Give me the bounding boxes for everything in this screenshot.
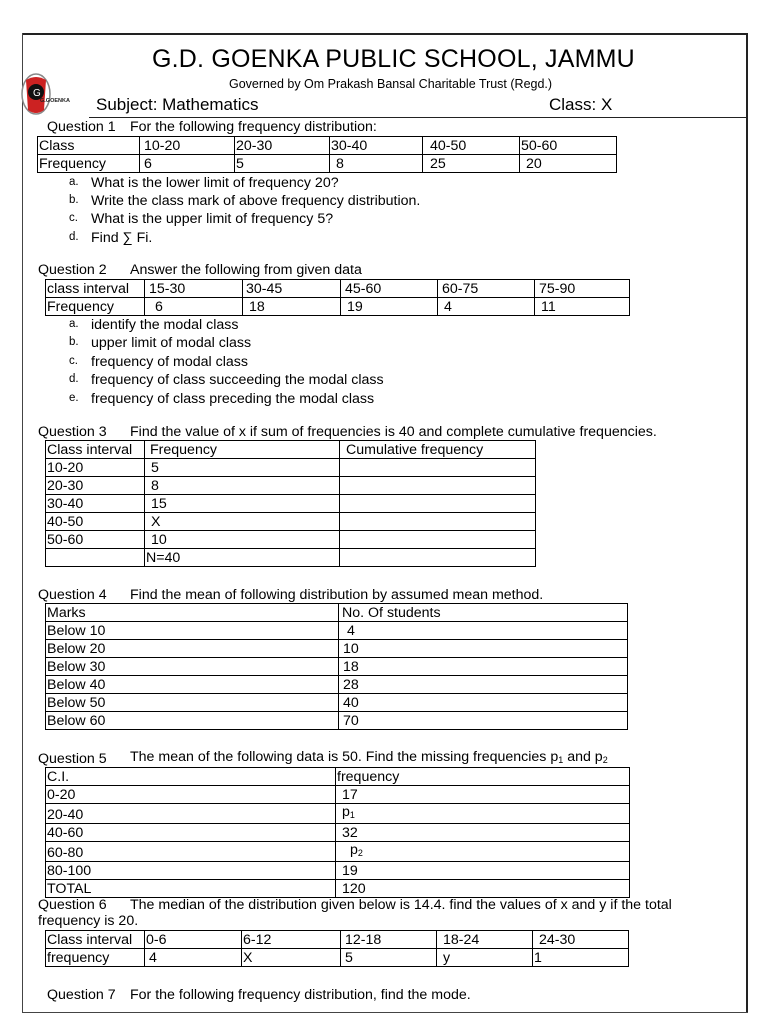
- table-cell: 15-30: [145, 280, 243, 298]
- q4-label: Question 4: [38, 587, 107, 603]
- table-cell: Frequency: [145, 441, 340, 459]
- table-cell: 20-30: [46, 477, 145, 495]
- q4-table: [45, 603, 628, 730]
- table-cell: 40-50: [46, 513, 145, 531]
- table-row: [46, 862, 630, 880]
- page-border-top: [22, 33, 748, 35]
- table-row: [46, 880, 630, 898]
- table-cell: 70: [339, 712, 628, 730]
- q1-text: For the following frequency distribution:: [130, 119, 377, 135]
- table-row: [46, 949, 629, 967]
- table-cell: 20: [520, 155, 617, 173]
- table-cell: Below 20: [46, 640, 339, 658]
- table-cell: [340, 495, 536, 513]
- table-cell: 50-60: [46, 531, 145, 549]
- table-cell: 0-20: [46, 786, 336, 804]
- governed-by: Governed by Om Prakash Bansal Charitable Trust (Regd.): [229, 77, 553, 91]
- table-row: [46, 531, 536, 549]
- table-cell: 10: [339, 640, 628, 658]
- table-cell: 40: [339, 694, 628, 712]
- table-cell: 4: [438, 298, 535, 316]
- table-cell: frequency: [336, 768, 630, 786]
- school-logo-icon: [14, 70, 74, 118]
- q2-table: [45, 279, 630, 316]
- q6-text-cont: frequency is 20.: [38, 913, 139, 929]
- table-cell: [340, 513, 536, 531]
- table-row: [46, 842, 630, 862]
- q5-text: The mean of the following data is 50. Find the missing frequencies $p_1$ and $p_2$: [130, 749, 608, 765]
- table-row: [46, 298, 630, 316]
- table-cell: 40-60: [46, 824, 336, 842]
- table-cell: 1: [533, 949, 629, 967]
- table-row: [46, 549, 536, 567]
- table-cell: 60-80: [46, 842, 336, 862]
- table-row: [46, 694, 628, 712]
- table-row: [46, 804, 630, 824]
- table-cell: Below 50: [46, 694, 339, 712]
- table-cell: 30-45: [243, 280, 341, 298]
- table-cell: 11: [535, 298, 630, 316]
- table-cell: 30-40: [330, 137, 423, 155]
- table-cell: Class interval: [46, 441, 145, 459]
- table-cell: 5: [341, 949, 437, 967]
- page-border-right: [746, 33, 748, 1013]
- table-cell: Class interval: [46, 931, 145, 949]
- page-border-bottom: [22, 1012, 748, 1013]
- table-cell: X: [145, 513, 340, 531]
- table-cell: Below 30: [46, 658, 339, 676]
- table-cell: [46, 549, 145, 567]
- table-cell: [340, 477, 536, 495]
- table-cell: 8: [145, 477, 340, 495]
- table-cell: $p_1$: [336, 804, 630, 824]
- table-cell: 5: [145, 459, 340, 477]
- q2-text: Answer the following from given data: [130, 262, 362, 278]
- table-cell: [340, 459, 536, 477]
- table-cell: Below 10: [46, 622, 339, 640]
- table-cell: No. Of students: [339, 604, 628, 622]
- table-cell: 0-6: [145, 931, 242, 949]
- table-cell: 8: [330, 155, 423, 173]
- table-cell: 15: [145, 495, 340, 513]
- svg-text:G: G: [33, 88, 41, 99]
- q7-label: Question 7: [47, 987, 116, 1003]
- q6-text: The median of the distribution given below is 14.4. find the values of x and y if the total: [130, 897, 672, 913]
- table-cell: Frequency: [46, 298, 145, 316]
- table-cell: 25: [423, 155, 520, 173]
- table-cell: TOTAL: [46, 880, 336, 898]
- table-cell: 10-20: [140, 137, 235, 155]
- table-cell: $p_2$: [336, 842, 630, 862]
- table-cell: 4: [145, 949, 242, 967]
- table-cell: 20-40: [46, 804, 336, 824]
- table-cell: Cumulative frequency: [340, 441, 536, 459]
- table-row: [46, 712, 628, 730]
- table-cell: 45-60: [341, 280, 438, 298]
- table-cell: 20-30: [235, 137, 330, 155]
- table-row: [46, 768, 630, 786]
- table-row: [46, 622, 628, 640]
- table-cell: 10-20: [46, 459, 145, 477]
- table-row: [46, 513, 536, 531]
- table-cell: 17: [336, 786, 630, 804]
- table-cell: 80-100: [46, 862, 336, 880]
- q7-text: For the following frequency distribution, find the mode.: [130, 987, 471, 1003]
- table-row: [46, 280, 630, 298]
- table-cell: 6-12: [242, 931, 341, 949]
- header-rule: [89, 117, 747, 118]
- table-cell: 40-50: [423, 137, 520, 155]
- table-row: [46, 495, 536, 513]
- table-cell: N=40: [145, 549, 340, 567]
- table-cell: 19: [341, 298, 438, 316]
- table-cell: [340, 531, 536, 549]
- table-row: [46, 640, 628, 658]
- q5-table: [45, 767, 630, 898]
- table-cell: C.I.: [46, 768, 336, 786]
- table-cell: X: [242, 949, 341, 967]
- table-row: [46, 658, 628, 676]
- table-row: [46, 931, 629, 949]
- table-cell: 24-30: [533, 931, 629, 949]
- svg-text:G.GOENKA: G.GOENKA: [40, 98, 70, 104]
- table-row: [38, 155, 617, 173]
- table-cell: Marks: [46, 604, 339, 622]
- table-cell: 32: [336, 824, 630, 842]
- table-row: [46, 824, 630, 842]
- table-cell: 75-90: [535, 280, 630, 298]
- q5-label: Question 5: [38, 751, 107, 767]
- table-row: [46, 441, 536, 459]
- table-cell: 18: [339, 658, 628, 676]
- table-cell: Class: [38, 137, 140, 155]
- subject-label: Subject: Mathematics: [96, 95, 259, 114]
- table-row: [46, 676, 628, 694]
- table-row: [46, 459, 536, 477]
- table-cell: 18: [243, 298, 341, 316]
- q6-table: [45, 930, 629, 967]
- page-border-left: [22, 33, 23, 1013]
- table-cell: 12-18: [341, 931, 437, 949]
- q3-table: [45, 440, 536, 567]
- table-cell: 19: [336, 862, 630, 880]
- table-cell: 18-24: [437, 931, 533, 949]
- table-cell: Below 40: [46, 676, 339, 694]
- table-row: [46, 477, 536, 495]
- q3-label: Question 3: [38, 424, 107, 440]
- q6-label: Question 6: [38, 897, 107, 913]
- table-cell: 6: [145, 298, 243, 316]
- table-row: [46, 604, 628, 622]
- q1-label: Question 1: [47, 119, 116, 135]
- table-cell: 5: [235, 155, 330, 173]
- school-name: G.D. GOENKA PUBLIC SCHOOL, JAMMU: [152, 45, 635, 73]
- q2-label: Question 2: [38, 262, 107, 278]
- q4-text: Find the mean of following distribution by assumed mean method.: [130, 587, 544, 603]
- table-cell: 50-60: [520, 137, 617, 155]
- table-cell: class interval: [46, 280, 145, 298]
- class-label: Class: X: [549, 95, 613, 114]
- table-row: [46, 786, 630, 804]
- table-cell: [340, 549, 536, 567]
- table-cell: 30-40: [46, 495, 145, 513]
- table-cell: y: [437, 949, 533, 967]
- table-cell: 4: [339, 622, 628, 640]
- q3-text: Find the value of x if sum of frequencies is 40 and complete cumulative frequencies.: [130, 424, 657, 440]
- table-cell: 6: [140, 155, 235, 173]
- table-cell: frequency: [46, 949, 145, 967]
- q1-table: [37, 136, 617, 173]
- table-cell: 120: [336, 880, 630, 898]
- table-cell: 28: [339, 676, 628, 694]
- table-cell: Frequency: [38, 155, 140, 173]
- table-cell: 10: [145, 531, 340, 549]
- table-row: [38, 137, 617, 155]
- table-cell: Below 60: [46, 712, 339, 730]
- table-cell: 60-75: [438, 280, 535, 298]
